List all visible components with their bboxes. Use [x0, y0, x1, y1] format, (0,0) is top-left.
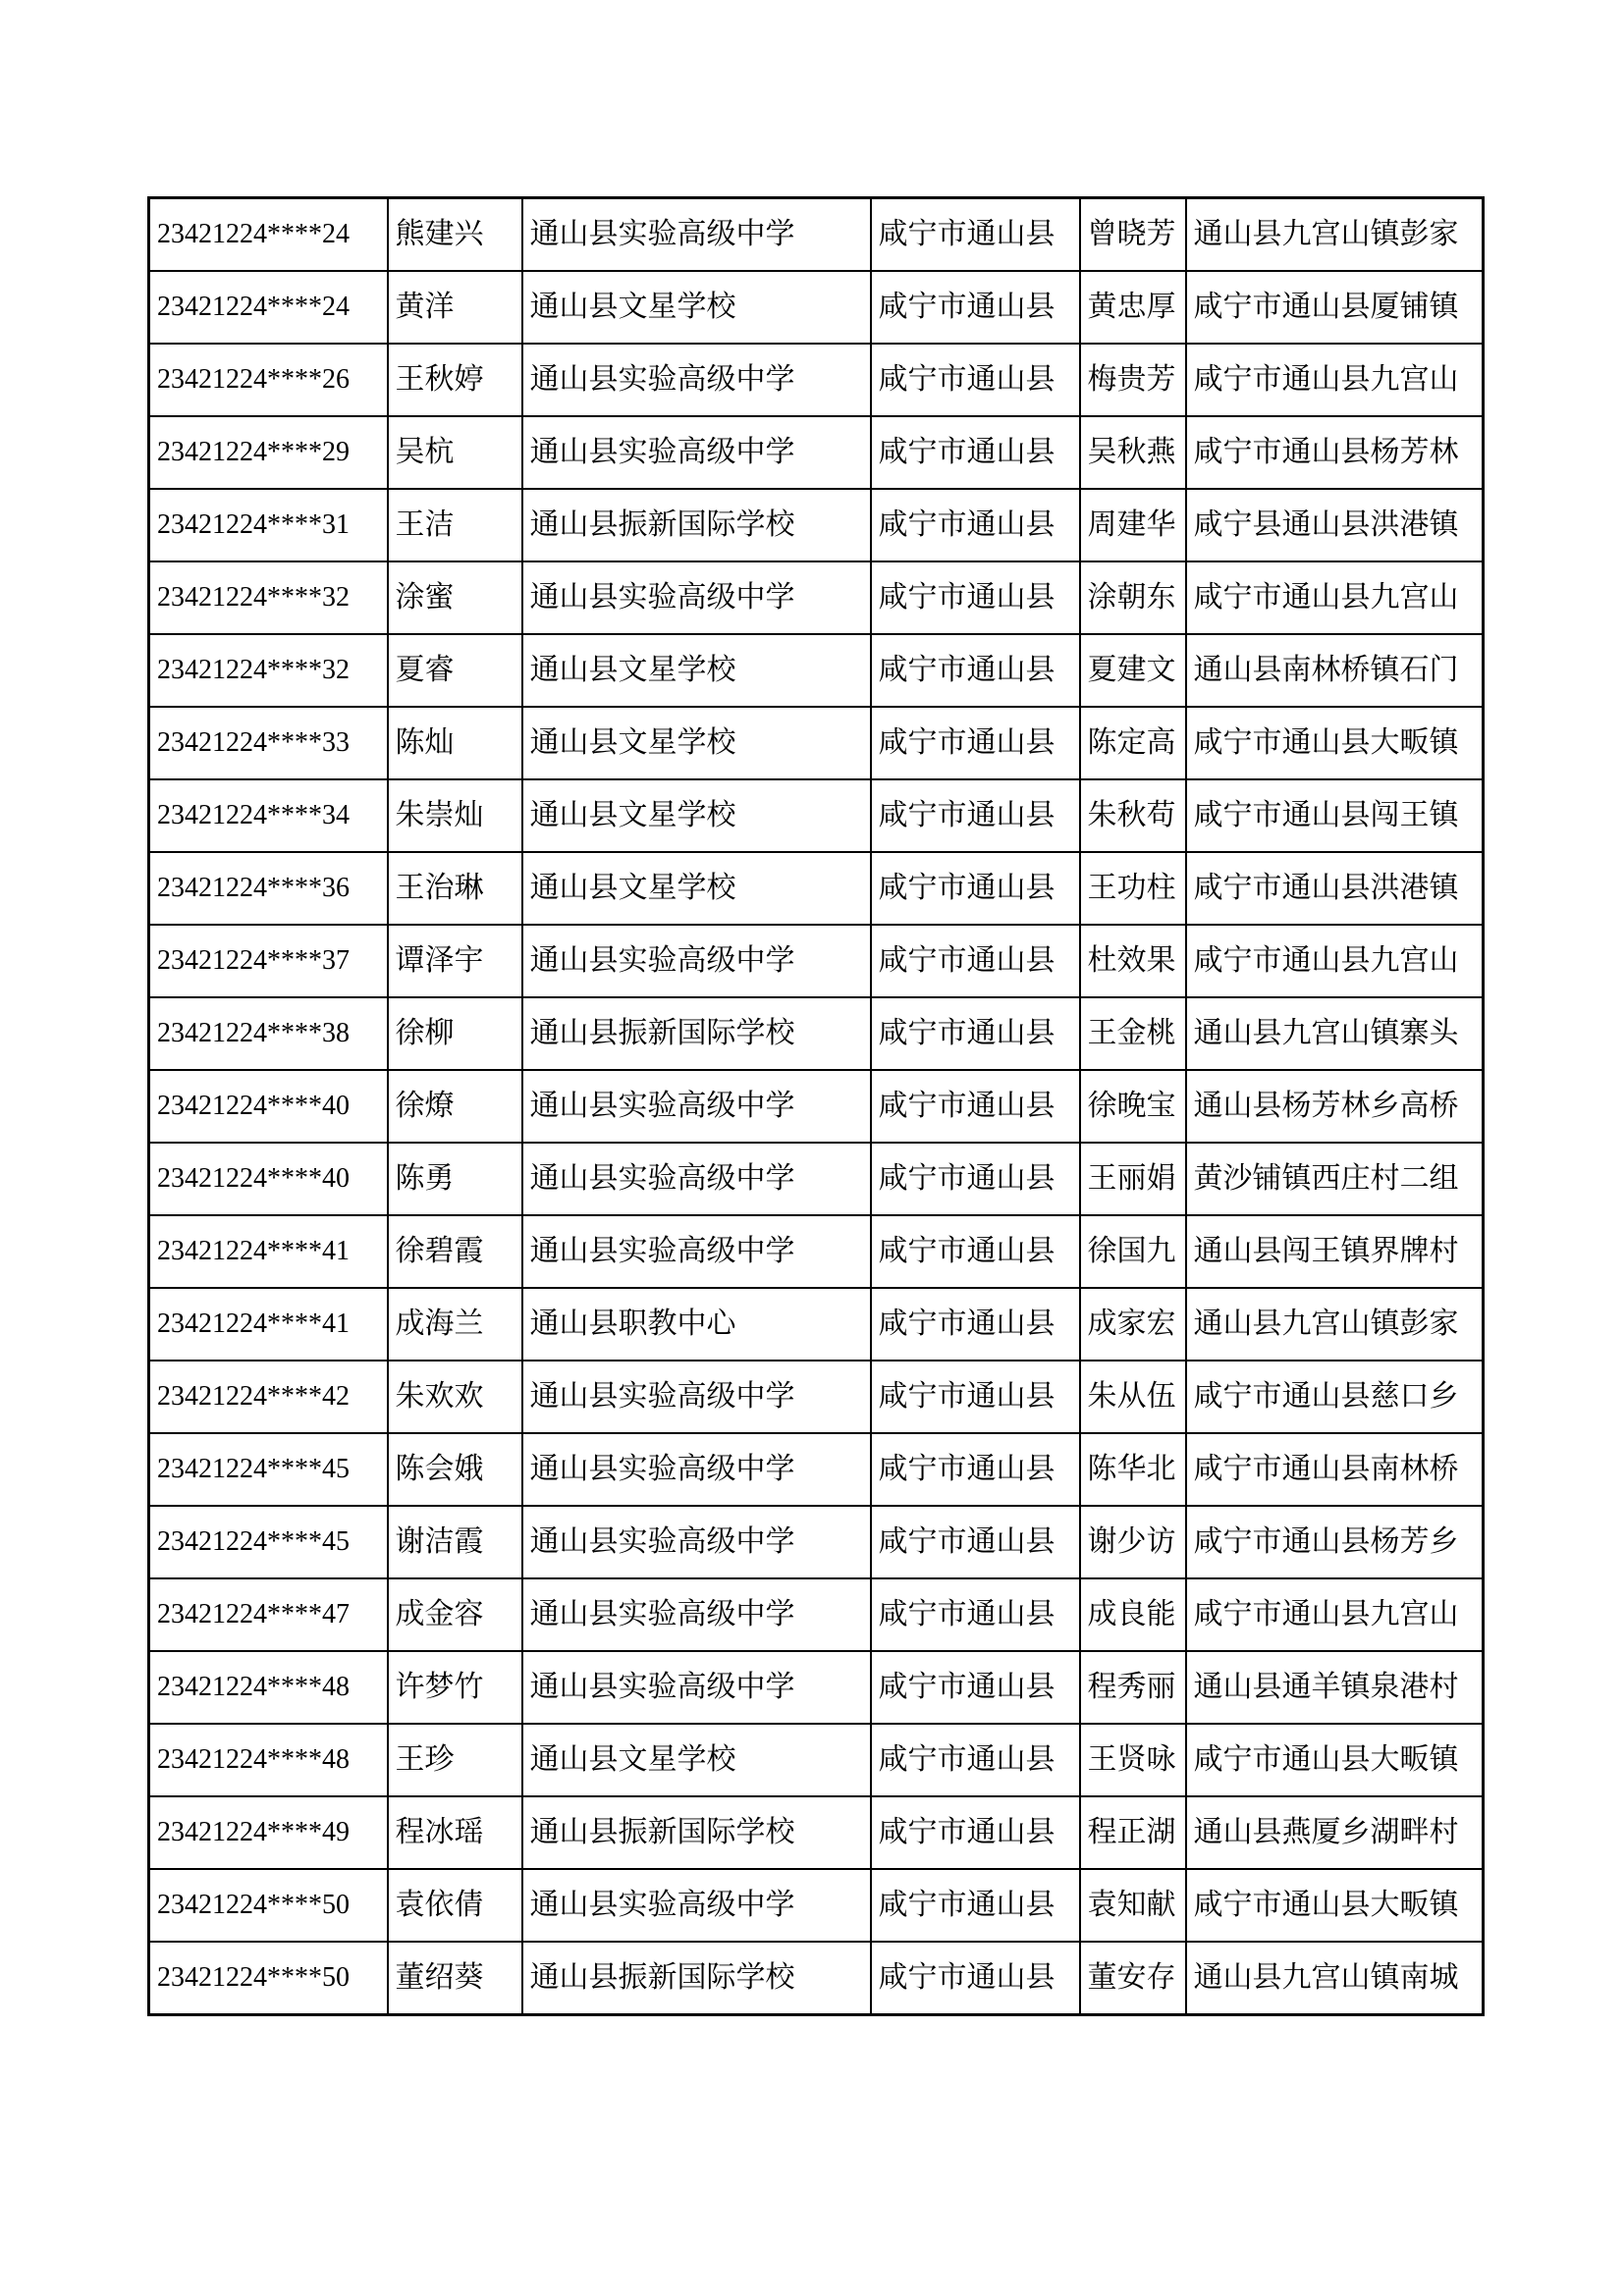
cell-address: 咸宁市通山县杨芳乡: [1186, 1506, 1484, 1578]
cell-school: 通山县实验高级中学: [522, 1143, 871, 1215]
table-row: [149, 1796, 1484, 1869]
cell-region: 咸宁市通山县: [871, 1361, 1080, 1433]
cell-region: 咸宁市通山县: [871, 1578, 1080, 1651]
cell-student-name: 王洁: [388, 489, 522, 561]
cell-region: 咸宁市通山县: [871, 561, 1080, 634]
cell-guardian-name: 杜效果: [1080, 925, 1186, 997]
cell-id: 23421224****32: [149, 561, 388, 634]
cell-id: 23421224****24: [149, 271, 388, 344]
cell-school: 通山县实验高级中学: [522, 1361, 871, 1433]
cell-guardian-name: 程正湖: [1080, 1796, 1186, 1869]
cell-student-name: 谢洁霞: [388, 1506, 522, 1578]
table-row: [149, 1143, 1484, 1215]
cell-guardian-name: 朱秋苟: [1080, 779, 1186, 852]
cell-student-name: 涂蜜: [388, 561, 522, 634]
cell-guardian-name: 陈华北: [1080, 1433, 1186, 1506]
cell-student-name: 熊建兴: [388, 198, 522, 272]
cell-guardian-name: 夏建文: [1080, 634, 1186, 707]
table-row: [149, 1288, 1484, 1361]
cell-student-name: 吴杭: [388, 416, 522, 489]
cell-school: 通山县振新国际学校: [522, 997, 871, 1070]
cell-region: 咸宁市通山县: [871, 707, 1080, 779]
cell-student-name: 徐碧霞: [388, 1215, 522, 1288]
cell-guardian-name: 王功柱: [1080, 852, 1186, 925]
cell-address: 咸宁市通山县九宫山: [1186, 1578, 1484, 1651]
cell-address: 通山县九宫山镇南城: [1186, 1942, 1484, 2015]
cell-id: 23421224****36: [149, 852, 388, 925]
cell-guardian-name: 徐国九: [1080, 1215, 1186, 1288]
cell-id: 23421224****37: [149, 925, 388, 997]
cell-address: 通山县闯王镇界牌村: [1186, 1215, 1484, 1288]
table-row: [149, 1215, 1484, 1288]
table-row: [149, 1651, 1484, 1724]
cell-student-name: 王治琳: [388, 852, 522, 925]
cell-id: 23421224****50: [149, 1942, 388, 2015]
table-row: [149, 925, 1484, 997]
cell-guardian-name: 成家宏: [1080, 1288, 1186, 1361]
cell-student-name: 许梦竹: [388, 1651, 522, 1724]
cell-region: 咸宁市通山县: [871, 271, 1080, 344]
cell-student-name: 成海兰: [388, 1288, 522, 1361]
cell-guardian-name: 袁知献: [1080, 1869, 1186, 1942]
cell-guardian-name: 王金桃: [1080, 997, 1186, 1070]
cell-school: 通山县职教中心: [522, 1288, 871, 1361]
cell-id: 23421224****29: [149, 416, 388, 489]
cell-student-name: 成金容: [388, 1578, 522, 1651]
cell-guardian-name: 陈定高: [1080, 707, 1186, 779]
cell-school: 通山县文星学校: [522, 1724, 871, 1796]
cell-address: 黄沙铺镇西庄村二组: [1186, 1143, 1484, 1215]
cell-id: 23421224****38: [149, 997, 388, 1070]
cell-student-name: 董绍葵: [388, 1942, 522, 2015]
cell-region: 咸宁市通山县: [871, 1651, 1080, 1724]
cell-region: 咸宁市通山县: [871, 852, 1080, 925]
table-row: [149, 779, 1484, 852]
cell-guardian-name: 程秀丽: [1080, 1651, 1186, 1724]
cell-student-name: 程冰瑶: [388, 1796, 522, 1869]
table-row: [149, 1942, 1484, 2015]
cell-region: 咸宁市通山县: [871, 634, 1080, 707]
cell-id: 23421224****33: [149, 707, 388, 779]
cell-address: 通山县燕厦乡湖畔村: [1186, 1796, 1484, 1869]
table-row: [149, 198, 1484, 272]
cell-student-name: 黄洋: [388, 271, 522, 344]
cell-school: 通山县实验高级中学: [522, 925, 871, 997]
cell-student-name: 陈会娥: [388, 1433, 522, 1506]
cell-region: 咸宁市通山县: [871, 1288, 1080, 1361]
cell-region: 咸宁市通山县: [871, 1724, 1080, 1796]
cell-student-name: 王珍: [388, 1724, 522, 1796]
cell-guardian-name: 徐晚宝: [1080, 1070, 1186, 1143]
cell-id: 23421224****41: [149, 1288, 388, 1361]
cell-school: 通山县振新国际学校: [522, 1942, 871, 2015]
table-row: [149, 271, 1484, 344]
cell-address: 通山县九宫山镇彭家: [1186, 1288, 1484, 1361]
cell-id: 23421224****45: [149, 1433, 388, 1506]
table-row: [149, 1506, 1484, 1578]
cell-id: 23421224****32: [149, 634, 388, 707]
cell-id: 23421224****50: [149, 1869, 388, 1942]
table-body: [149, 198, 1484, 2015]
cell-school: 通山县实验高级中学: [522, 1651, 871, 1724]
cell-school: 通山县实验高级中学: [522, 1215, 871, 1288]
cell-region: 咸宁市通山县: [871, 416, 1080, 489]
cell-school: 通山县实验高级中学: [522, 1578, 871, 1651]
cell-school: 通山县实验高级中学: [522, 1070, 871, 1143]
table-row: [149, 561, 1484, 634]
cell-student-name: 夏睿: [388, 634, 522, 707]
cell-region: 咸宁市通山县: [871, 1215, 1080, 1288]
cell-address: 咸宁市通山县洪港镇: [1186, 852, 1484, 925]
cell-address: 咸宁市通山县南林桥: [1186, 1433, 1484, 1506]
cell-id: 23421224****31: [149, 489, 388, 561]
cell-id: 23421224****41: [149, 1215, 388, 1288]
cell-address: 咸宁市通山县九宫山: [1186, 561, 1484, 634]
cell-address: 通山县杨芳林乡高桥: [1186, 1070, 1484, 1143]
cell-region: 咸宁市通山县: [871, 1869, 1080, 1942]
cell-id: 23421224****24: [149, 198, 388, 272]
cell-guardian-name: 谢少访: [1080, 1506, 1186, 1578]
cell-school: 通山县文星学校: [522, 271, 871, 344]
cell-student-name: 王秋婷: [388, 344, 522, 416]
cell-guardian-name: 吴秋燕: [1080, 416, 1186, 489]
cell-region: 咸宁市通山县: [871, 1942, 1080, 2015]
cell-school: 通山县实验高级中学: [522, 344, 871, 416]
cell-guardian-name: 成良能: [1080, 1578, 1186, 1651]
cell-guardian-name: 董安存: [1080, 1942, 1186, 2015]
table-row: [149, 1869, 1484, 1942]
cell-school: 通山县实验高级中学: [522, 561, 871, 634]
table-row: [149, 489, 1484, 561]
cell-school: 通山县文星学校: [522, 779, 871, 852]
cell-school: 通山县振新国际学校: [522, 1796, 871, 1869]
cell-region: 咸宁市通山县: [871, 997, 1080, 1070]
cell-address: 咸宁市通山县九宫山: [1186, 925, 1484, 997]
cell-address: 通山县南林桥镇石门: [1186, 634, 1484, 707]
cell-student-name: 朱欢欢: [388, 1361, 522, 1433]
table-row: [149, 997, 1484, 1070]
table-row: [149, 707, 1484, 779]
cell-id: 23421224****49: [149, 1796, 388, 1869]
cell-id: 23421224****48: [149, 1651, 388, 1724]
cell-id: 23421224****40: [149, 1070, 388, 1143]
cell-address: 咸宁市通山县闯王镇: [1186, 779, 1484, 852]
cell-school: 通山县实验高级中学: [522, 198, 871, 272]
cell-address: 咸宁市通山县大畈镇: [1186, 707, 1484, 779]
cell-student-name: 朱崇灿: [388, 779, 522, 852]
cell-student-name: 陈灿: [388, 707, 522, 779]
cell-id: 23421224****26: [149, 344, 388, 416]
cell-school: 通山县实验高级中学: [522, 1506, 871, 1578]
table-row: [149, 634, 1484, 707]
table-row: [149, 416, 1484, 489]
cell-id: 23421224****45: [149, 1506, 388, 1578]
table-row: [149, 1361, 1484, 1433]
cell-school: 通山县实验高级中学: [522, 1433, 871, 1506]
cell-student-name: 徐柳: [388, 997, 522, 1070]
cell-region: 咸宁市通山县: [871, 1506, 1080, 1578]
cell-address: 咸宁市通山县大畈镇: [1186, 1724, 1484, 1796]
cell-guardian-name: 王贤咏: [1080, 1724, 1186, 1796]
cell-student-name: 袁依倩: [388, 1869, 522, 1942]
cell-region: 咸宁市通山县: [871, 489, 1080, 561]
cell-address: 咸宁市通山县大畈镇: [1186, 1869, 1484, 1942]
cell-school: 通山县文星学校: [522, 852, 871, 925]
cell-region: 咸宁市通山县: [871, 1143, 1080, 1215]
cell-student-name: 徐燎: [388, 1070, 522, 1143]
cell-guardian-name: 黄忠厚: [1080, 271, 1186, 344]
cell-id: 23421224****40: [149, 1143, 388, 1215]
table-row: [149, 1070, 1484, 1143]
cell-school: 通山县实验高级中学: [522, 1869, 871, 1942]
cell-school: 通山县文星学校: [522, 634, 871, 707]
cell-region: 咸宁市通山县: [871, 1796, 1080, 1869]
cell-address: 咸宁市通山县杨芳林: [1186, 416, 1484, 489]
cell-school: 通山县文星学校: [522, 707, 871, 779]
cell-address: 通山县九宫山镇寨头: [1186, 997, 1484, 1070]
cell-guardian-name: 曾晓芳: [1080, 198, 1186, 272]
cell-address: 咸宁市通山县九宫山: [1186, 344, 1484, 416]
table-row: [149, 344, 1484, 416]
cell-address: 通山县通羊镇泉港村: [1186, 1651, 1484, 1724]
cell-address: 咸宁县通山县洪港镇: [1186, 489, 1484, 561]
cell-id: 23421224****34: [149, 779, 388, 852]
cell-guardian-name: 周建华: [1080, 489, 1186, 561]
cell-region: 咸宁市通山县: [871, 198, 1080, 272]
cell-student-name: 谭泽宇: [388, 925, 522, 997]
cell-id: 23421224****42: [149, 1361, 388, 1433]
cell-address: 通山县九宫山镇彭家: [1186, 198, 1484, 272]
cell-guardian-name: 涂朝东: [1080, 561, 1186, 634]
cell-region: 咸宁市通山县: [871, 1070, 1080, 1143]
cell-guardian-name: 朱从伍: [1080, 1361, 1186, 1433]
table-row: [149, 852, 1484, 925]
cell-region: 咸宁市通山县: [871, 925, 1080, 997]
cell-region: 咸宁市通山县: [871, 1433, 1080, 1506]
cell-student-name: 陈勇: [388, 1143, 522, 1215]
cell-region: 咸宁市通山县: [871, 779, 1080, 852]
data-table: [147, 196, 1485, 2016]
cell-school: 通山县振新国际学校: [522, 489, 871, 561]
cell-address: 咸宁市通山县慈口乡: [1186, 1361, 1484, 1433]
cell-id: 23421224****48: [149, 1724, 388, 1796]
table-row: [149, 1433, 1484, 1506]
cell-guardian-name: 王丽娟: [1080, 1143, 1186, 1215]
table-row: [149, 1578, 1484, 1651]
table-row: [149, 1724, 1484, 1796]
cell-id: 23421224****47: [149, 1578, 388, 1651]
cell-school: 通山县实验高级中学: [522, 416, 871, 489]
cell-address: 咸宁市通山县厦铺镇: [1186, 271, 1484, 344]
cell-region: 咸宁市通山县: [871, 344, 1080, 416]
cell-guardian-name: 梅贵芳: [1080, 344, 1186, 416]
